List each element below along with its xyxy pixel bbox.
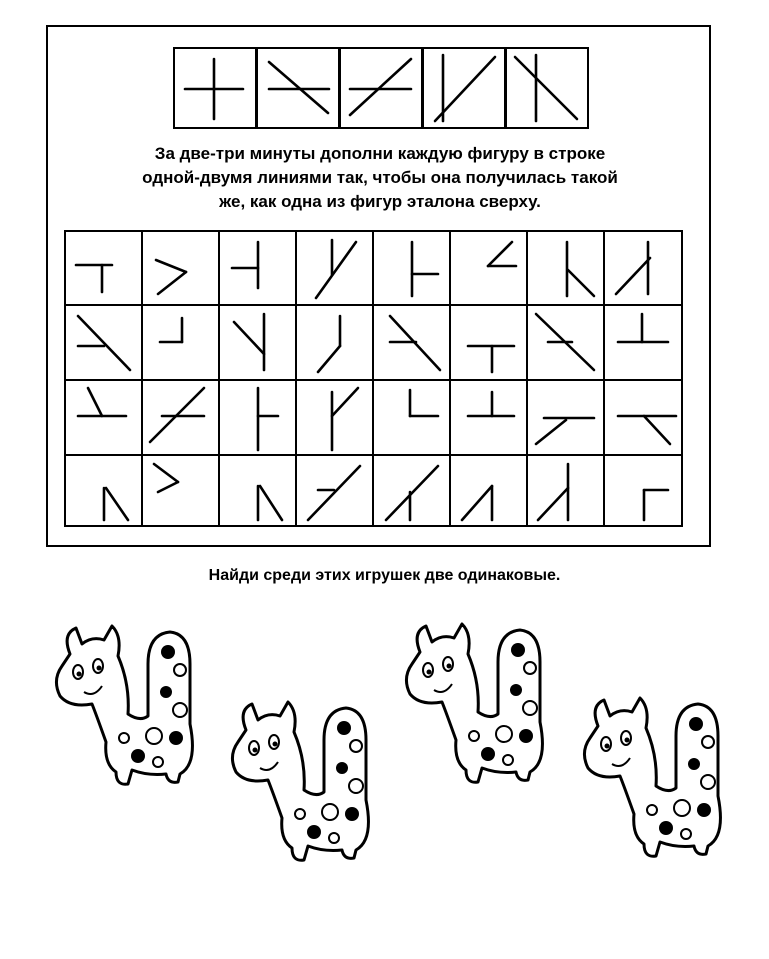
- task-r3-c2: [150, 388, 204, 442]
- task-r2-c1: [78, 316, 130, 370]
- task-r1-c1: [76, 265, 112, 292]
- toy-4: [584, 698, 720, 856]
- toys-instruction: Найди среди этих игрушек две одинаковые.: [208, 567, 561, 584]
- task-r2-c2: [160, 318, 182, 342]
- reference-cell-4: [423, 48, 505, 128]
- instruction-line-3: же, как одна из фигур эталона сверху.: [219, 192, 541, 211]
- task-r4-c1: [104, 488, 128, 520]
- instruction-line-2: одной-двумя линиями так, чтобы она получилась такой: [142, 168, 618, 187]
- task-r2-c7: [536, 314, 594, 370]
- reference-cell-2: [257, 48, 339, 128]
- toy-3: [406, 624, 542, 782]
- instruction-text: [60, 142, 700, 214]
- instruction-line-1: За две-три минуты дополни каждую фигуру в строке: [154, 144, 606, 163]
- task-r3-c8: [618, 416, 676, 444]
- task-r1-c2: [156, 260, 186, 294]
- toy-1: [56, 626, 192, 784]
- task-r3-c4: [332, 388, 358, 450]
- task-r1-c7: [567, 242, 594, 296]
- task-r2-c4: [318, 316, 340, 372]
- task-r3-c6: [468, 392, 514, 416]
- reference-figures: [173, 47, 590, 129]
- task-r4-c5: [386, 466, 438, 520]
- task-r4-c2: [154, 464, 178, 492]
- toys-illustration: [0, 600, 769, 880]
- task-r2-c5: [390, 316, 440, 370]
- task-r2-c3: [234, 314, 264, 370]
- task-r1-c5: [412, 242, 438, 296]
- task-r3-c5: [410, 390, 438, 416]
- task-r1-c8: [616, 242, 650, 294]
- toy-2: [232, 702, 368, 860]
- task-r1-c3: [232, 242, 258, 288]
- task-grid: [64, 230, 683, 527]
- task-r1-c4: [316, 240, 356, 298]
- task-r2-c8: [618, 314, 668, 342]
- task-r4-c4: [308, 466, 360, 520]
- task-r4-c6: [462, 486, 492, 520]
- task-r3-c3: [258, 388, 278, 450]
- task-r3-c7: [536, 418, 594, 444]
- task-r4-c8: [644, 490, 668, 520]
- reference-cell-3: [340, 48, 422, 128]
- task-r2-c6: [468, 346, 514, 372]
- task-r4-c7: [538, 464, 568, 520]
- task-r4-c3: [258, 486, 282, 520]
- reference-cell-1: [174, 48, 256, 128]
- task-r1-c6: [488, 242, 516, 266]
- task-r3-c1: [78, 388, 126, 416]
- reference-cell-5: [506, 48, 588, 128]
